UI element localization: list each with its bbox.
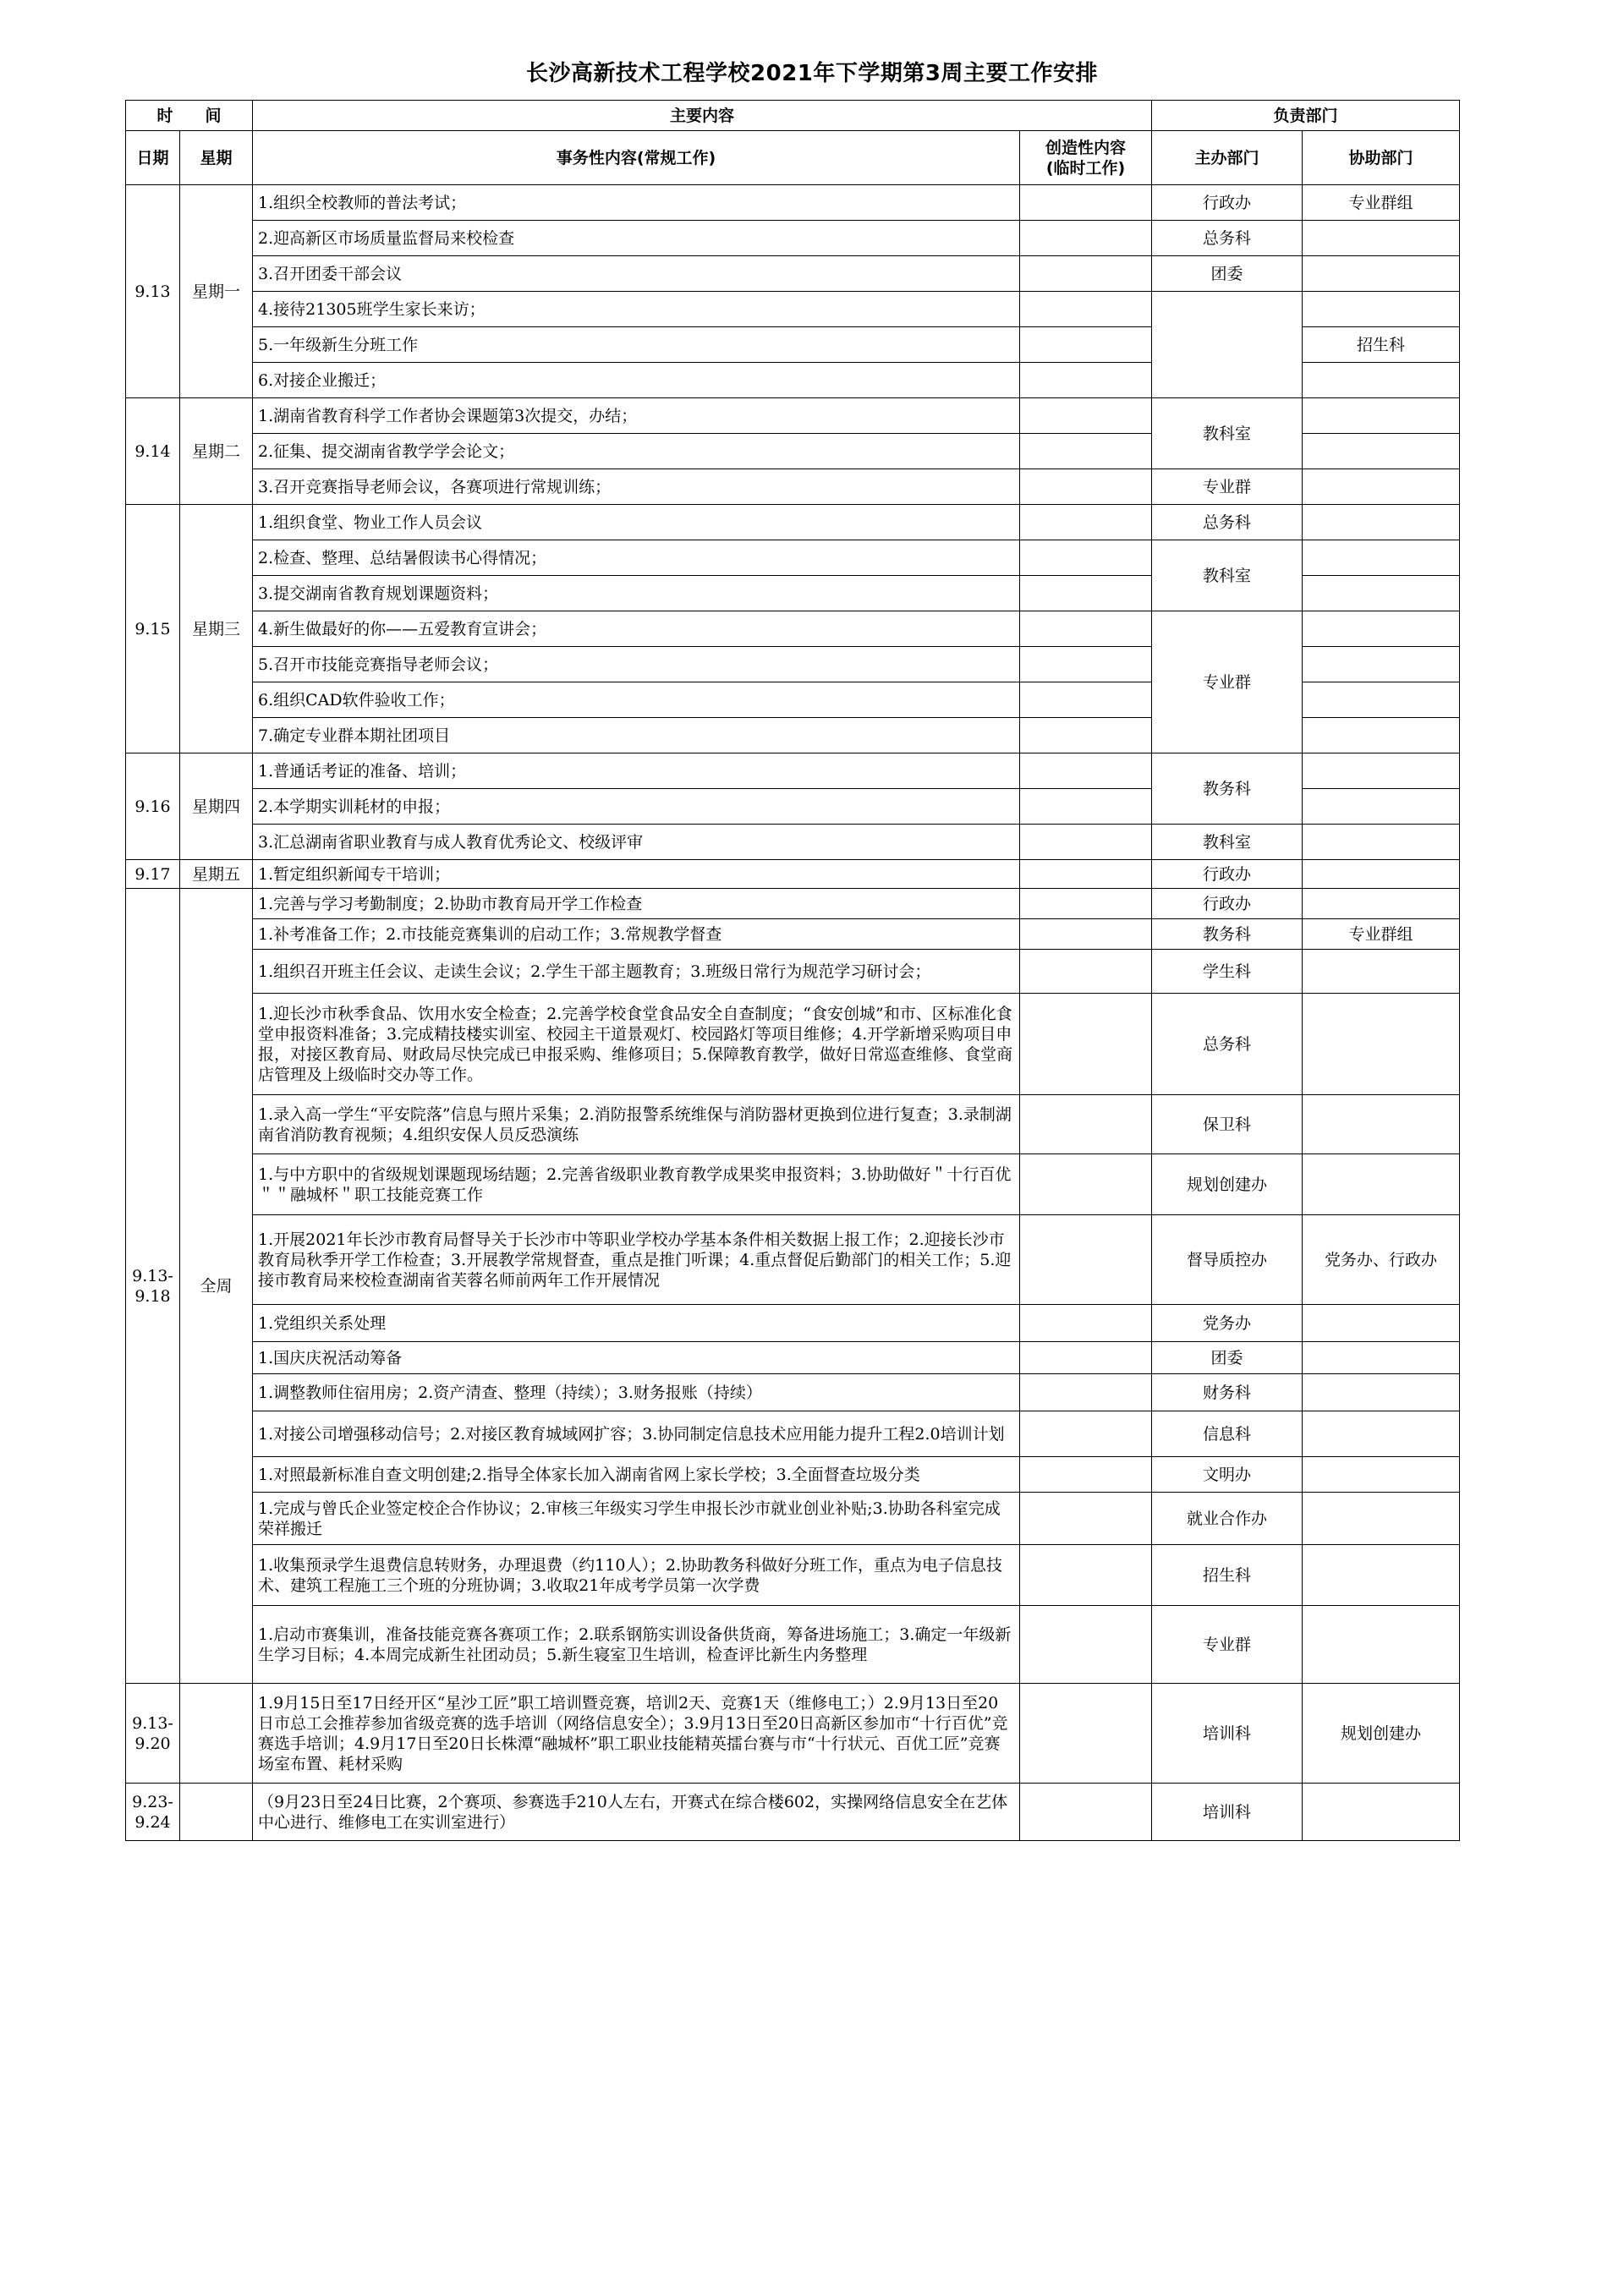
lead-dept-cell: 行政办 <box>1152 889 1303 919</box>
lead-dept-cell: 培训科 <box>1152 1784 1303 1841</box>
task-cell: 1.收集预录学生退费信息转财务，办理退费（约110人）；2.协助教务科做好分班工作，重点为电子信息技术、建筑工程施工三个班的分班协调；3.收取21年成考学员第一次学费 <box>253 1545 1020 1606</box>
task-cell: 1.完善与学习考勤制度；2.协助市教育局开学工作检查 <box>253 889 1020 919</box>
table-row <box>126 753 1460 789</box>
assist-dept-cell <box>1303 789 1460 825</box>
creative-cell <box>1020 1493 1152 1545</box>
creative-cell <box>1020 1784 1152 1841</box>
assist-dept-cell <box>1303 398 1460 434</box>
date-cell: 9.13-9.18 <box>126 889 180 1684</box>
header-lead: 主办部门 <box>1152 131 1303 185</box>
creative-cell <box>1020 505 1152 540</box>
lead-dept-cell: 学生科 <box>1152 950 1303 994</box>
header-creative-line2: (临时工作) <box>1045 158 1126 178</box>
lead-dept-cell: 教务科 <box>1152 753 1303 825</box>
table-row <box>126 860 1460 889</box>
assist-dept-cell <box>1303 1493 1460 1545</box>
assist-dept-cell: 专业群组 <box>1303 919 1460 950</box>
lead-dept-cell: 督导质控办 <box>1152 1215 1303 1305</box>
creative-cell <box>1020 1684 1152 1784</box>
assist-dept-cell <box>1303 889 1460 919</box>
creative-cell <box>1020 825 1152 860</box>
assist-dept-cell <box>1303 860 1460 889</box>
header-creative-line1: 创造性内容 <box>1045 138 1127 157</box>
task-cell: 1.党组织关系处理 <box>253 1305 1020 1342</box>
date-cell: 9.13 <box>126 185 180 398</box>
task-cell: 7.确定专业群本期社团项目 <box>253 718 1020 753</box>
weekday-cell: 星期一 <box>180 185 253 398</box>
table-row <box>126 1545 1460 1606</box>
creative-cell <box>1020 860 1152 889</box>
table-row <box>126 221 1460 256</box>
creative-cell <box>1020 753 1152 789</box>
assist-dept-cell <box>1303 718 1460 753</box>
task-cell: 2.迎高新区市场质量监督局来校检查 <box>253 221 1020 256</box>
table-row <box>126 1411 1460 1457</box>
lead-dept-cell: 专业群 <box>1152 1606 1303 1684</box>
creative-cell <box>1020 1095 1152 1154</box>
task-cell: 1.完成与曾氏企业签定校企合作协议；2.审核三年级实习学生申报长沙市就业创业补贴;3.协助各科室完成荣祥搬迁 <box>253 1493 1020 1545</box>
table-row <box>126 256 1460 292</box>
lead-dept-cell: 教科室 <box>1152 540 1303 611</box>
task-cell: （9月23日至24日比赛，2个赛项、参赛选手210人左右，开赛式在综合楼602，实操网络信息安全在艺体中心进行、维修电工在实训室进行） <box>253 1784 1020 1841</box>
assist-dept-cell <box>1303 221 1460 256</box>
lead-dept-cell: 规划创建办 <box>1152 1154 1303 1215</box>
date-cell: 9.23-9.24 <box>126 1784 180 1841</box>
task-cell: 1.湖南省教育科学工作者协会课题第3次提交，办结； <box>253 398 1020 434</box>
table-row <box>126 398 1460 434</box>
creative-cell <box>1020 327 1152 363</box>
assist-dept-cell <box>1303 1457 1460 1493</box>
assist-dept-cell <box>1303 1411 1460 1457</box>
assist-dept-cell <box>1303 1154 1460 1215</box>
task-cell: 5.召开市技能竞赛指导老师会议； <box>253 647 1020 682</box>
task-cell: 5.一年级新生分班工作 <box>253 327 1020 363</box>
assist-dept-cell <box>1303 825 1460 860</box>
assist-dept-cell <box>1303 434 1460 469</box>
assist-dept-cell: 招生科 <box>1303 327 1460 363</box>
date-cell: 9.14 <box>126 398 180 505</box>
table-row <box>126 919 1460 950</box>
lead-dept-cell: 招生科 <box>1152 1545 1303 1606</box>
creative-cell <box>1020 889 1152 919</box>
table-row <box>126 1154 1460 1215</box>
table-row <box>126 469 1460 505</box>
creative-cell <box>1020 363 1152 398</box>
assist-dept-cell <box>1303 611 1460 647</box>
lead-dept-cell: 教科室 <box>1152 825 1303 860</box>
lead-dept-cell: 专业群 <box>1152 469 1303 505</box>
creative-cell <box>1020 1154 1152 1215</box>
date-cell: 9.16 <box>126 753 180 860</box>
task-cell: 1.与中方职中的省级规划课题现场结题；2.完善省级职业教育教学成果奖申报资料；3.协助做好＂十行百优＂＂融城杯＂职工技能竞赛工作 <box>253 1154 1020 1215</box>
creative-cell <box>1020 434 1152 469</box>
table-row <box>126 1684 1460 1784</box>
lead-dept-cell: 保卫科 <box>1152 1095 1303 1154</box>
lead-dept-cell: 团委 <box>1152 1342 1303 1374</box>
task-cell: 1.组织召开班主任会议、走读生会议；2.学生干部主题教育；3.班级日常行为规范学习研讨会； <box>253 950 1020 994</box>
creative-cell <box>1020 718 1152 753</box>
task-cell: 1.对接公司增强移动信号；2.对接区教育城域网扩容；3.协同制定信息技术应用能力提升工程2.0培训计划 <box>253 1411 1020 1457</box>
table-row <box>126 950 1460 994</box>
assist-dept-cell <box>1303 753 1460 789</box>
lead-dept-cell <box>1152 292 1303 398</box>
assist-dept-cell <box>1303 576 1460 611</box>
creative-cell <box>1020 950 1152 994</box>
creative-cell <box>1020 292 1152 327</box>
assist-dept-cell <box>1303 1342 1460 1374</box>
task-cell: 1.对照最新标准自查文明创建;2.指导全体家长加入湖南省网上家长学校；3.全面督查垃圾分类 <box>253 1457 1020 1493</box>
lead-dept-cell: 就业合作办 <box>1152 1493 1303 1545</box>
weekday-cell: 星期五 <box>180 860 253 889</box>
assist-dept-cell <box>1303 682 1460 718</box>
header-weekday: 星期 <box>180 131 253 185</box>
table-row <box>126 994 1460 1095</box>
table-row <box>126 1342 1460 1374</box>
task-cell: 4.新生做最好的你——五爱教育宣讲会； <box>253 611 1020 647</box>
creative-cell <box>1020 1305 1152 1342</box>
lead-dept-cell: 信息科 <box>1152 1411 1303 1457</box>
page-title: 长沙高新技术工程学校2021年下学期第3周主要工作安排 <box>526 61 1098 86</box>
lead-dept-cell: 培训科 <box>1152 1684 1303 1784</box>
table-row <box>126 611 1460 647</box>
task-cell: 1.调整教师住宿用房；2.资产清查、整理（持续）；3.财务报账（持续） <box>253 1374 1020 1411</box>
weekday-cell: 全周 <box>180 889 253 1684</box>
creative-cell <box>1020 1606 1152 1684</box>
date-cell: 9.17 <box>126 860 180 889</box>
table-row <box>126 540 1460 576</box>
table-row <box>126 825 1460 860</box>
header-dept: 负责部门 <box>1152 101 1460 131</box>
creative-cell <box>1020 256 1152 292</box>
table-row <box>126 1493 1460 1545</box>
task-cell: 3.汇总湖南省职业教育与成人教育优秀论文、校级评审 <box>253 825 1020 860</box>
table-row <box>126 185 1460 221</box>
creative-cell <box>1020 221 1152 256</box>
assist-dept-cell <box>1303 1305 1460 1342</box>
assist-dept-cell <box>1303 1095 1460 1154</box>
table-row <box>126 1606 1460 1684</box>
task-cell: 6.组织CAD软件验收工作； <box>253 682 1020 718</box>
table-row <box>126 1305 1460 1342</box>
creative-cell <box>1020 1215 1152 1305</box>
creative-cell <box>1020 1545 1152 1606</box>
header-routine: 事务性内容(常规工作) <box>253 131 1020 185</box>
task-cell: 2.征集、提交湖南省教学学会论文； <box>253 434 1020 469</box>
table-row <box>126 1374 1460 1411</box>
assist-dept-cell <box>1303 647 1460 682</box>
assist-dept-cell <box>1303 363 1460 398</box>
lead-dept-cell: 文明办 <box>1152 1457 1303 1493</box>
creative-cell <box>1020 540 1152 576</box>
task-cell: 1.迎长沙市秋季食品、饮用水安全检查；2.完善学校食堂食品安全自查制度；“食安创城”和市、区标准化食堂申报资料准备；3.完成精技楼实训室、校园主干道景观灯、校园路灯等项目维修；4.开学新增采购项目申报，对接区教育局、财政局尽快完成已申报采购、维修项目；5.保障教育教学，做好日常巡查维修、食堂商店管理及上级临时交办等工作。 <box>253 994 1020 1095</box>
weekday-cell <box>180 1684 253 1784</box>
lead-dept-cell: 财务科 <box>1152 1374 1303 1411</box>
date-cell: 9.15 <box>126 505 180 753</box>
creative-cell <box>1020 919 1152 950</box>
lead-dept-cell: 教科室 <box>1152 398 1303 469</box>
task-cell: 1.开展2021年长沙市教育局督导关于长沙市中等职业学校办学基本条件相关数据上报工作；2.迎接长沙市教育局秋季开学工作检查；3.开展教学常规督查，重点是推门听课；4.重点督促后勤部门的相关工作；5.迎接市教育局来校检查湖南省芙蓉名师前两年工作开展情况 <box>253 1215 1020 1305</box>
lead-dept-cell: 团委 <box>1152 256 1303 292</box>
assist-dept-cell <box>1303 256 1460 292</box>
lead-dept-cell: 总务科 <box>1152 221 1303 256</box>
creative-cell <box>1020 469 1152 505</box>
assist-dept-cell: 党务办、行政办 <box>1303 1215 1460 1305</box>
lead-dept-cell: 行政办 <box>1152 860 1303 889</box>
task-cell: 1.组织食堂、物业工作人员会议 <box>253 505 1020 540</box>
task-cell: 3.召开团委干部会议 <box>253 256 1020 292</box>
task-cell: 1.国庆庆祝活动筹备 <box>253 1342 1020 1374</box>
weekday-cell: 星期三 <box>180 505 253 753</box>
task-cell: 1.普通话考证的准备、培训； <box>253 753 1020 789</box>
header-creative <box>1020 131 1152 185</box>
lead-dept-cell: 行政办 <box>1152 185 1303 221</box>
task-cell: 1.启动市赛集训，准备技能竞赛各赛项工作；2.联系钢筋实训设备供货商，筹备进场施工；3.确定一年级新生学习目标；4.本周完成新生社团动员；5.新生寝室卫生培训，检查评比新生内务整理 <box>253 1606 1020 1684</box>
assist-dept-cell <box>1303 994 1460 1095</box>
task-cell: 2.检查、整理、总结暑假读书心得情况； <box>253 540 1020 576</box>
table-row <box>126 1457 1460 1493</box>
assist-dept-cell <box>1303 1374 1460 1411</box>
task-cell: 3.提交湖南省教育规划课题资料； <box>253 576 1020 611</box>
task-cell: 1.组织全校教师的普法考试； <box>253 185 1020 221</box>
task-cell: 2.本学期实训耗材的申报； <box>253 789 1020 825</box>
lead-dept-cell: 党务办 <box>1152 1305 1303 1342</box>
creative-cell <box>1020 185 1152 221</box>
table-row <box>126 1095 1460 1154</box>
creative-cell <box>1020 1374 1152 1411</box>
table-row <box>126 889 1460 919</box>
task-cell: 6.对接企业搬迁； <box>253 363 1020 398</box>
creative-cell <box>1020 398 1152 434</box>
header-main-content: 主要内容 <box>253 101 1152 131</box>
task-cell: 4.接待21305班学生家长来访； <box>253 292 1020 327</box>
assist-dept-cell <box>1303 469 1460 505</box>
schedule-table <box>125 100 1460 1841</box>
creative-cell <box>1020 789 1152 825</box>
assist-dept-cell: 规划创建办 <box>1303 1684 1460 1784</box>
table-row <box>126 292 1460 327</box>
header-time: 时 间 <box>126 101 253 131</box>
creative-cell <box>1020 611 1152 647</box>
lead-dept-cell: 专业群 <box>1152 611 1303 753</box>
creative-cell <box>1020 994 1152 1095</box>
task-cell: 1.暂定组织新闻专干培训； <box>253 860 1020 889</box>
assist-dept-cell <box>1303 1784 1460 1841</box>
assist-dept-cell: 专业群组 <box>1303 185 1460 221</box>
assist-dept-cell <box>1303 1606 1460 1684</box>
header-row-2 <box>126 131 1460 185</box>
table-row <box>126 1784 1460 1841</box>
lead-dept-cell: 教务科 <box>1152 919 1303 950</box>
assist-dept-cell <box>1303 950 1460 994</box>
table-row <box>126 505 1460 540</box>
task-cell: 1.9月15日至17日经开区“星沙工匠”职工培训暨竞赛，培训2天、竞赛1天（维修电工；）2.9月13日至20日市总工会推荐参加省级竞赛的选手培训（网络信息安全）；3.9月13日至20日高新区参加市“十行百优”竞赛选手培训；4.9月17日至20日长株潭“融城杯”职工职业技能精英擂台赛与市“十行状元、百优工匠”竞赛场室布置、耗材采购 <box>253 1684 1020 1784</box>
creative-cell <box>1020 1411 1152 1457</box>
creative-cell <box>1020 576 1152 611</box>
header-assist: 协助部门 <box>1303 131 1460 185</box>
creative-cell <box>1020 1457 1152 1493</box>
header-date: 日期 <box>126 131 180 185</box>
date-cell: 9.13-9.20 <box>126 1684 180 1784</box>
task-cell: 1.补考准备工作；2.市技能竞赛集训的启动工作；3.常规教学督查 <box>253 919 1020 950</box>
creative-cell <box>1020 1342 1152 1374</box>
lead-dept-cell: 总务科 <box>1152 994 1303 1095</box>
weekday-cell: 星期四 <box>180 753 253 860</box>
assist-dept-cell <box>1303 1545 1460 1606</box>
table-row <box>126 1215 1460 1305</box>
weekday-cell <box>180 1784 253 1841</box>
assist-dept-cell <box>1303 505 1460 540</box>
lead-dept-cell: 总务科 <box>1152 505 1303 540</box>
task-cell: 3.召开竞赛指导老师会议，各赛项进行常规训练； <box>253 469 1020 505</box>
creative-cell <box>1020 682 1152 718</box>
assist-dept-cell <box>1303 540 1460 576</box>
header-row-1 <box>126 101 1460 131</box>
creative-cell <box>1020 647 1152 682</box>
weekday-cell: 星期二 <box>180 398 253 505</box>
assist-dept-cell <box>1303 292 1460 327</box>
task-cell: 1.录入高一学生“平安院落”信息与照片采集；2.消防报警系统维保与消防器材更换到位进行复查；3.录制湖南省消防教育视频；4.组织安保人员反恐演练 <box>253 1095 1020 1154</box>
